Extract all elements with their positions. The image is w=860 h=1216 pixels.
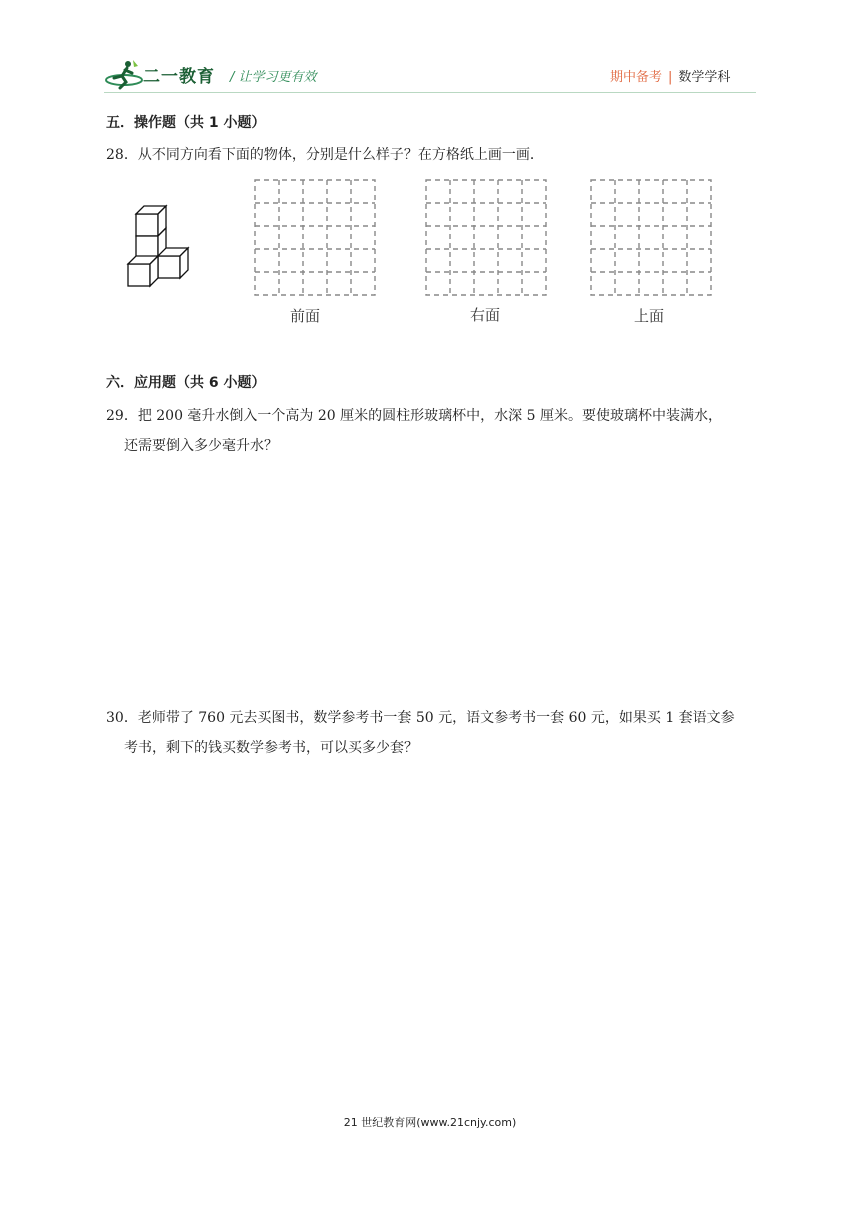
section-title-operation: 五．操作题（共 1 小题） xyxy=(106,115,266,131)
question-30-line1: 30．老师带了 760 元去买图书，数学参考书一套 50 元，语文参考书一套 60 元，如果买 1 套语文参 xyxy=(106,710,735,726)
grid-label-front: 前面 xyxy=(290,307,321,325)
subject-label: 数学学科 xyxy=(678,70,731,85)
header-divider xyxy=(104,92,756,93)
section-title-application: 六．应用题（共 6 小题） xyxy=(106,375,266,391)
question-30 xyxy=(106,703,735,763)
brand-name: 二一教育 xyxy=(143,67,215,87)
header-right xyxy=(610,66,730,85)
exam-label: 期中备考 xyxy=(610,70,663,85)
page-header xyxy=(0,0,860,96)
grid-front xyxy=(255,180,375,295)
question-30-line2: 考书，剩下的钱买数学参考书，可以买多少套？ xyxy=(124,740,418,756)
question-29 xyxy=(106,401,722,461)
grid-label-top: 上面 xyxy=(634,307,665,325)
page-footer: 21 世纪教育网(www.21cnjy.com) xyxy=(343,1116,517,1129)
slogan: / 让学习更有效 xyxy=(230,70,317,85)
question-29-line2: 还需要倒入多少毫升水？ xyxy=(124,438,278,454)
cube-stack xyxy=(128,206,188,286)
grid-right xyxy=(426,180,546,295)
header-separator: | xyxy=(668,70,673,85)
question-28: 28．从不同方向看下面的物体，分别是什么样子？在方格纸上画一画． xyxy=(106,147,544,163)
question-29-line1: 29．把 200 毫升水倒入一个高为 20 厘米的圆柱形玻璃杯中，水深 5 厘米。要使玻璃杯中装满水， xyxy=(106,408,722,424)
grid-top xyxy=(591,180,711,295)
grid-label-right: 右面 xyxy=(470,306,501,324)
